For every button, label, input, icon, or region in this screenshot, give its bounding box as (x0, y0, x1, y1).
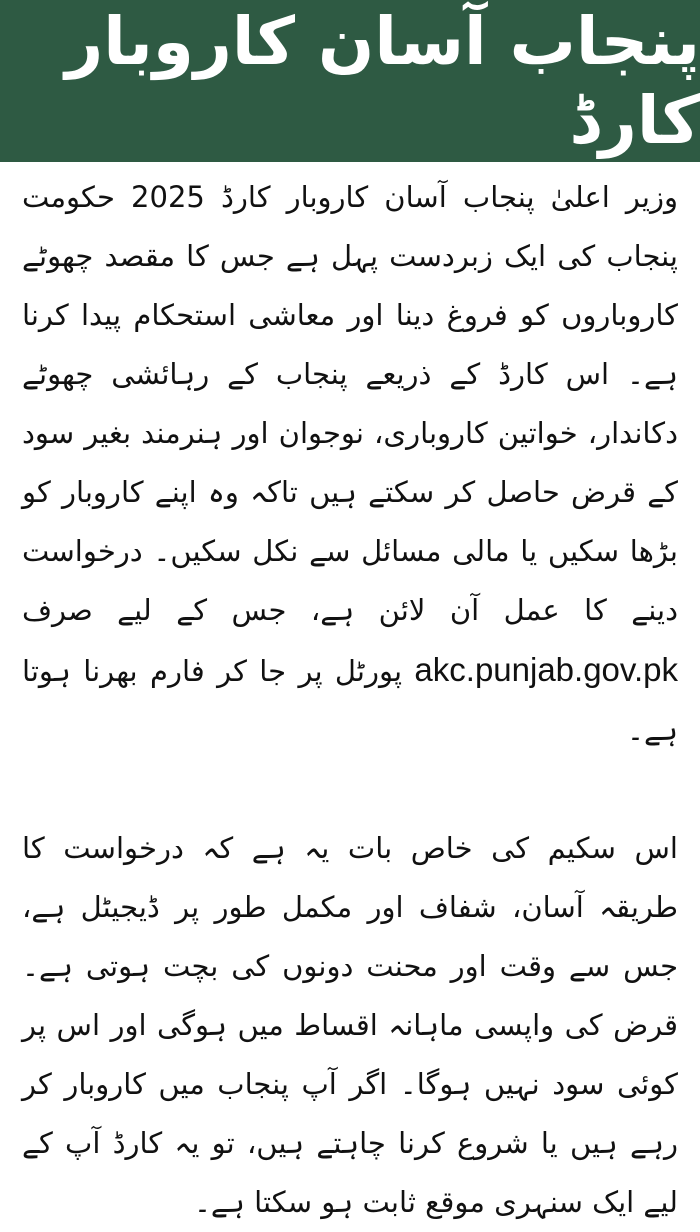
paragraph-1 (22, 168, 678, 760)
paragraph-2: اس سکیم کی خاص بات یہ ہے کہ درخواست کا طریقہ آسان، شفاف اور مکمل طور پر ڈیجیٹل ہے، جس سے وقت اور محنت دونوں کی بچت ہوتی ہے۔ قرض کی واپسی ماہانہ اقساط میں ہوگی اور اس پر کوئی سود نہیں ہوگا۔ اگر آپ پنجاب میں کاروبار کر رہے ہیں یا شروع کرنا چاہتے ہیں، تو یہ کارڈ آپ کے لیے ایک سنہری موقع ثابت ہو سکتا ہے۔ (22, 831, 678, 1219)
header-banner (0, 0, 700, 162)
paragraph-1-text-start: وزیر اعلیٰ پنجاب آسان کاروبار کارڈ 2025 حکومت پنجاب کی ایک زبردست پہل ہے جس کا مقصد چھوٹے کاروباروں کو فروغ دینا اور معاشی استحکام پیدا کرنا ہے۔ اس کارڈ کے ذریعے پنجاب کے رہائشی چھوٹے دکاندار، خواتین کاروباری، نوجوان اور ہنرمند بغیر سود کے قرض حاصل کر سکتے ہیں تاکہ وہ اپنے کاروبار کو بڑھا سکیں یا مالی مسائل سے نکل سکیں۔ درخواست دینے کا عمل آن لائن ہے، جس کے لیے صرف (22, 180, 678, 627)
article-body (22, 168, 678, 1232)
paragraph-1-text-end: پورٹل پر جا کر فارم بھرنا ہوتا ہے۔ (22, 654, 678, 747)
portal-url: akc.punjab.gov.pk (414, 651, 678, 688)
page-title: پنجاب آسان کاروبار کارڈ (65, 2, 700, 159)
